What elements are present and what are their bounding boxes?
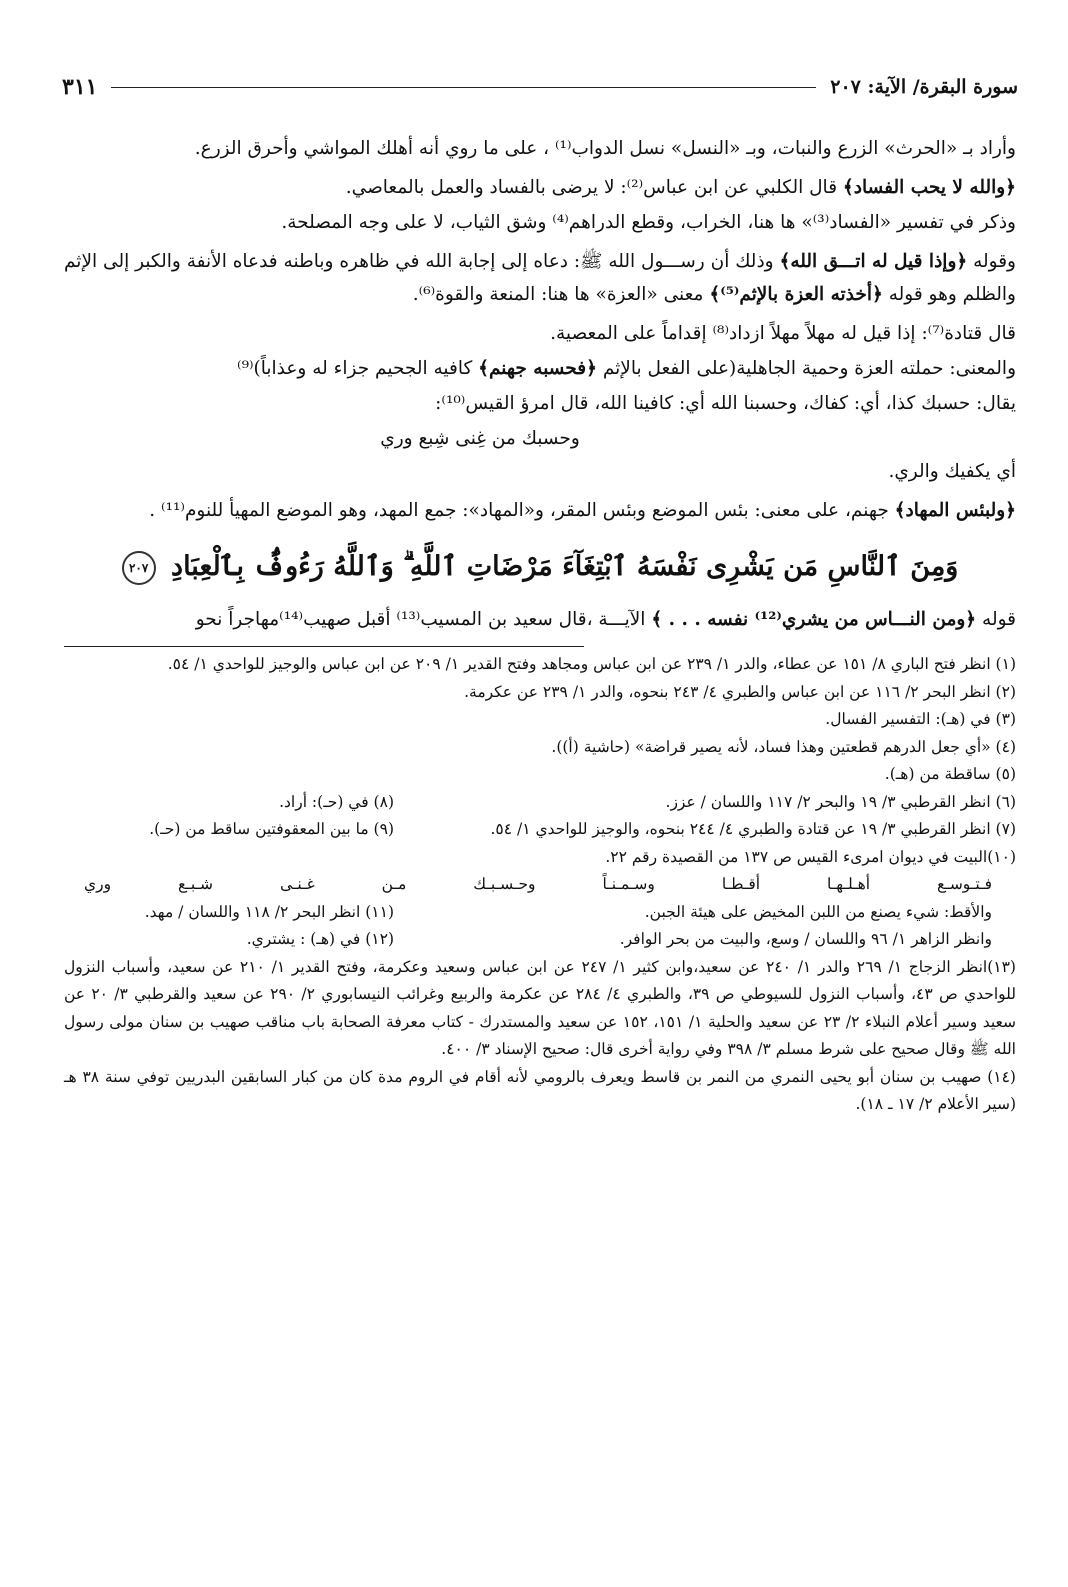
footnote-row	[64, 789, 1016, 817]
footnote-12: (١٢) في (هـ) : يشتري.	[246, 930, 394, 948]
footnote-7: (٧) انظر القرطبي ٣/ ١٩ عن قتادة والطبري ٤/ ٢٤٤ بنحوه، والوجيز للواحدي ١/ ٥٤.	[490, 820, 1016, 838]
ayah-number-medallion: ٢٠٧	[122, 551, 156, 585]
ayah-text: وَمِنَ ٱلنَّاسِ مَن يَشْرِى نَفْسَهُ ٱبْتِغَآءَ مَرْضَاتِ ٱللَّهِ ۗ وَٱللَّهُ رَءُوفٌۢ بِٱلْعِبَادِ	[171, 551, 959, 582]
footnote-14: (١٤) صهيب بن سنان أبو يحيى النمري من النمر بن قاسط ويعرف بالرومي لأنه أقام في الروم مدة كان من كبار السابقين البدريين توفي سنة ٣٨ هـ (سير الأعلام ٢/ ١٧ ـ ١٨).	[64, 1067, 1016, 1113]
footnote-13: (١٣)انظر الزجاج ١/ ٢٦٩ والدر ١/ ٢٤٠ عن سعيد،وابن كثير ١/ ٢٤٧ عن ابن عباس وسعيد وعكرمة، وفتح القدير ١/ ٢١٠ عن سعيد، وأسباب النزول للواحدي ص ٤٣، وأسباب النزول للسيوطي ص ٣٩، والطبري ٤/ ٢٨٤ عن عكرمة والربيع وغرائب النيسابوري ٢/ ٢٩٠ عن سعيد والقرطبي ٣/ ٢٠ عن سعيد وسير أعلام النبلاء ٢/ ٢٣ عن سعيد والحلية ١/ ١٥١، ١٥٢ عن سعيد والمستدرك - كتاب معرفة الصحابة باب مناقب صهيب بن سنان مولى رسول الله ﷺ وقال صحيح على شرط مسلم ٣/ ٣٩٨ وفي رواية أخرى قال: صحيح الإسناد ٣/ ٤٠٠.	[64, 957, 1017, 1058]
footnote-10-zahir: وانظر الزاهر ١/ ٩٦ واللسان / وسع، والبيت من بحر الوافر.	[619, 930, 992, 948]
footnote-2: (٢) انظر البحر ٢/ ١١٦ عن ابن عباس والطبري ٤/ ٢٤٣ بنحوه، والدر ١/ ٢٣٩ عن عكرمة.	[464, 682, 1016, 701]
paragraph-harth: وأراد بـ «الحرث» الزرع والنبات، وبـ «النسل» نسل الدواب⁽¹⁾ ، على ما روي أنه أهلك المواشي وأحرق الزرع.	[194, 138, 1016, 159]
running-title: سورة البقرة/ الآية: ٢٠٧	[830, 76, 1018, 98]
paragraph-suhayb	[64, 603, 1016, 636]
footnote-row	[64, 899, 1016, 927]
paragraph-text: والمعنى: حملته العزة وحمية الجاهلية(على الفعل بالإثم	[596, 358, 1016, 379]
footnotes	[64, 651, 1016, 1119]
paragraph-text: كافيه الجحيم جزاء له وعذاباً)⁽⁹⁾	[237, 358, 479, 379]
quran-quote: ﴿أخذته العزة بالإثم⁽⁵⁾﴾	[709, 284, 883, 305]
quran-ayah	[64, 545, 1016, 589]
quran-quote: ﴿وإذا قيل له اتـــق الله﴾	[779, 251, 968, 272]
paragraph-yakfik: أي يكفيك والري.	[888, 461, 1016, 482]
quran-quote: ﴿والله لا يحب الفساد﴾	[842, 177, 1016, 198]
paragraph-text: قوله	[976, 609, 1016, 630]
footnote-9: (٩) ما بين المعقوفتين ساقط من (حـ).	[149, 820, 394, 838]
paragraph-ittaqillah	[64, 245, 1016, 311]
quran-quote: ﴿فحسبه جهنم﴾	[478, 358, 597, 379]
footnote-4: (٤) «أي جعل الدرهم قطعتين وهذا فساد، لأنه يصير قراضة» (حاشية (أ)).	[551, 737, 1016, 756]
quran-quote: ﴿ولبئس المهاد﴾	[894, 500, 1016, 521]
footnote-6: (٦) انظر القرطبي ٣/ ١٩ والبحر ٢/ ١١٧ واللسان / عزز.	[665, 792, 1016, 811]
footnote-5: (٥) ساقطة من (هـ).	[884, 765, 1016, 783]
poetry-verse: وحسبك من غِنى شِبع وري	[380, 428, 580, 449]
paragraph-text: الآيـــة ،قال سعيد بن المسيب⁽¹³⁾ أقبل صهيب⁽¹⁴⁾مهاجراً نحو	[195, 609, 652, 630]
footnote-8: (٨) في (حـ): أراد.	[279, 792, 394, 811]
paragraph-mihad	[64, 494, 1016, 527]
poem-word: وسـمـنـاً	[602, 875, 655, 893]
poem-word: أقـطـا	[721, 875, 761, 893]
footnote-1: (١) انظر فتح الباري ٨/ ١٥١ عن عطاء، والدر ١/ ٢٣٩ عن ابن عباس ومجاهد وفتح القدير ١/ ٢٠٩ عن ابن عباس والوجيز للواحدي ١/ ٥٤.	[167, 655, 1016, 673]
poem-word: شـبـع	[178, 875, 214, 893]
footnote-poem-line	[64, 871, 1016, 899]
paragraph-text: جهنم، على معنى: بئس الموضع وبئس المقر، و«المهاد»: جمع المهد، وهو الموضع المهيأ للنوم⁽¹¹⁾ .	[149, 500, 895, 521]
page-number: ٣١١	[62, 74, 98, 100]
footnote-10-aqit: والأقط: شيء يصنع من اللبن المخيض على هيئة الجبن.	[644, 902, 992, 921]
paragraph-qatada: قال قتادة⁽⁷⁾: إذا قيل له مهلاً مهلاً ازداد⁽⁸⁾ إقداماً على المعصية.	[550, 323, 1016, 344]
footnote-10: (١٠)البيت في ديوان امرىء القيس ص ١٣٧ من القصيدة رقم ٢٢.	[605, 847, 1016, 866]
header-rule	[111, 87, 816, 88]
paragraph-text: وقوله	[967, 251, 1016, 272]
page-header	[62, 74, 1018, 100]
paragraph-fasad	[64, 171, 1016, 204]
poem-word: فـتـوسـع	[937, 875, 992, 893]
poem-word: غـنـى	[279, 875, 315, 893]
paragraph-text: قال الكلبي عن ابن عباس⁽²⁾: لا يرضى بالفساد والعمل بالمعاصي.	[345, 177, 843, 198]
paragraph-hasbuk: يقال: حسبك كذا، أي: كفاك، وحسبنا الله أي: كافينا الله، قال امرؤ القيس⁽¹⁰⁾:	[435, 393, 1016, 414]
poem-word: وري	[84, 875, 112, 893]
paragraph-text: وذلك أن رســـول الله ﷺ: دعاه إلى إجابة الله في ظاهره وباطنه فدعاه الأنفة والكبر إلى الإثم والظلم وهو قوله	[64, 251, 1016, 305]
footnote-separator	[64, 646, 584, 647]
poem-word: مـن	[381, 875, 407, 893]
footnote-3: (٣) في (هـ): التفسير الفسال.	[825, 710, 1016, 728]
footnote-row	[64, 926, 1016, 954]
paragraph-text: معنى «العزة» ها هنا: المنعة والقوة⁽⁶⁾.	[412, 284, 710, 305]
footnote-11: (١١) انظر البحر ٢/ ١١٨ واللسان / مهد.	[144, 902, 394, 921]
main-text	[64, 132, 1016, 1119]
paragraph-meaning	[64, 352, 1016, 385]
footnote-row	[64, 816, 1016, 844]
poem-word: أهـلـهـا	[827, 875, 871, 893]
quran-quote: ﴿ومن النـــاس من يشري⁽¹²⁾ نفسه . . . ﴾	[651, 609, 977, 630]
poem-word: وحـسـبـك	[473, 875, 536, 893]
paragraph-tafsir-fasad: وذكر في تفسير «الفساد⁽³⁾» ها هنا، الخراب، وقطع الدراهم⁽⁴⁾ وشق الثياب، لا على وجه المصلحة.	[281, 212, 1016, 233]
